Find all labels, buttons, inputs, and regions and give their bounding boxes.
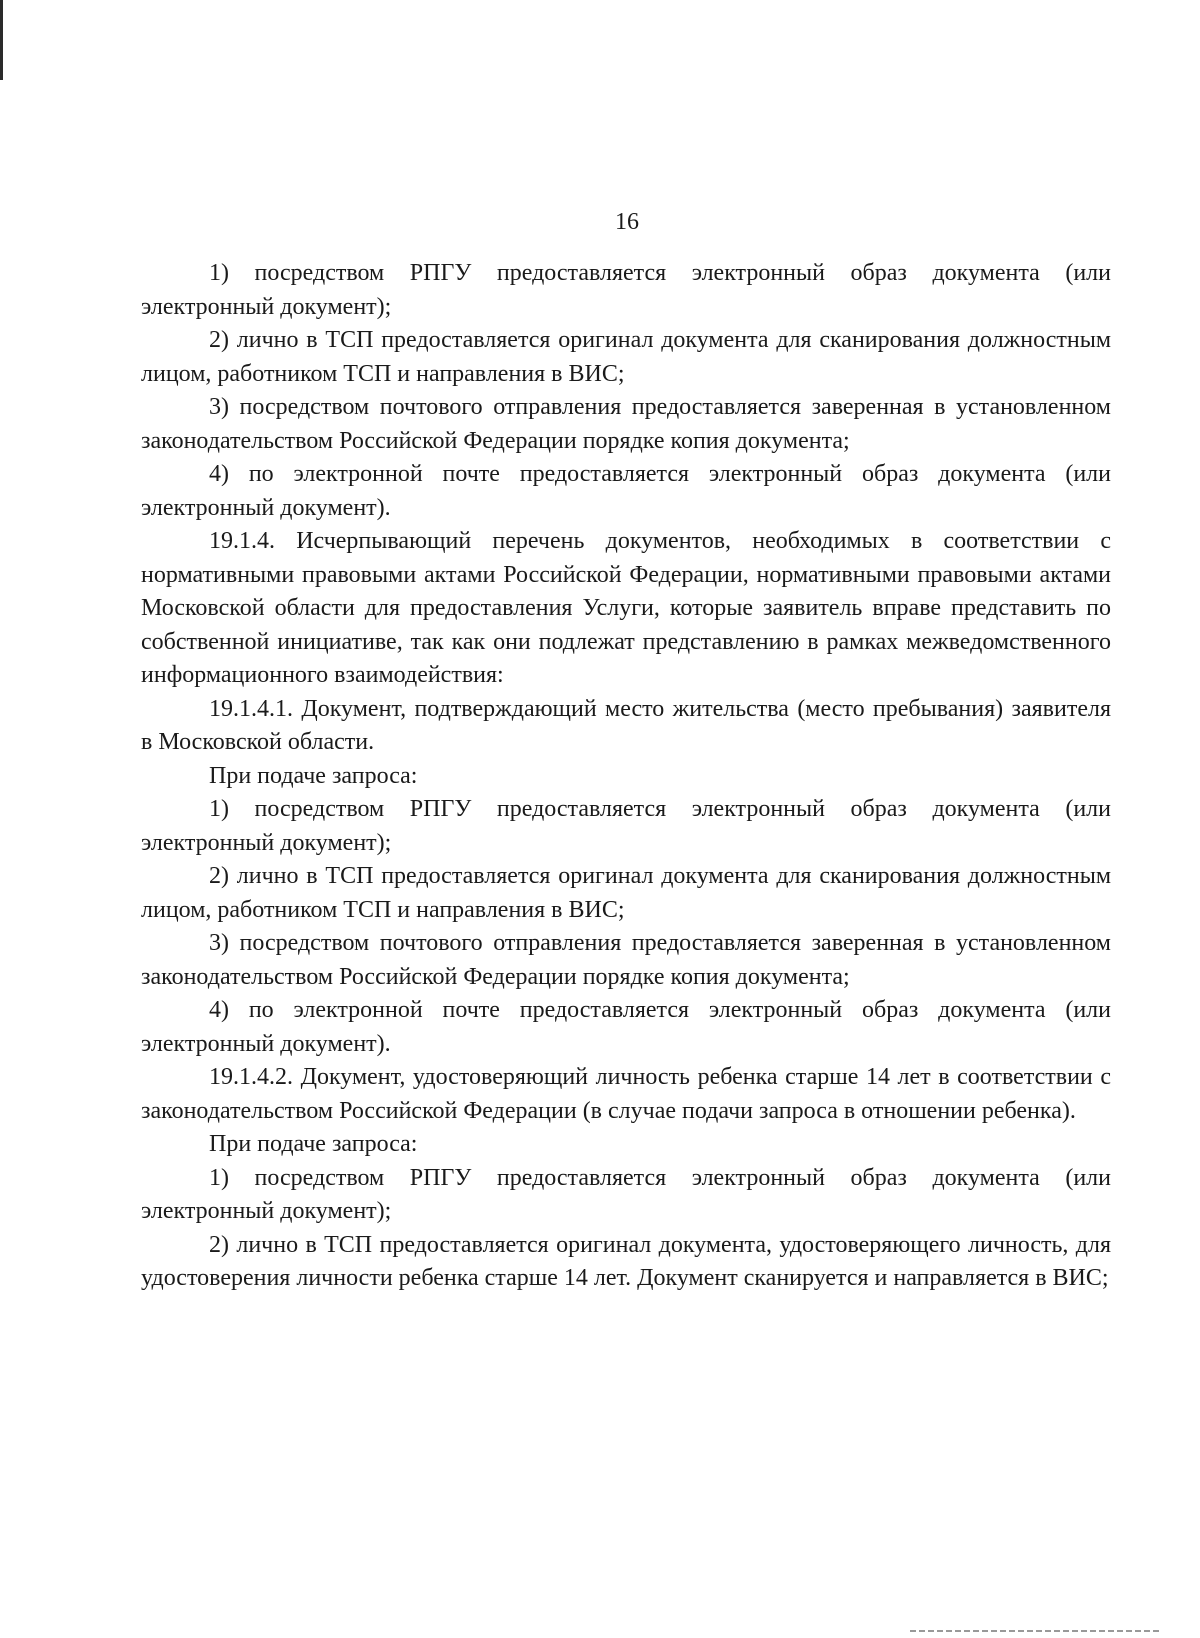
paragraph: 1) посредством РПГУ предоставляется электронный образ документа (или электронный документ); xyxy=(141,1164,1111,1224)
paragraph: 4) по электронной почте предоставляется электронный образ документа (или электронный документ). xyxy=(141,997,1111,1057)
paragraph: 4) по электронной почте предоставляется электронный образ документа (или электронный документ). xyxy=(141,461,1111,521)
paragraph: 3) посредством почтового отправления предоставляется заверенная в установленном законодательством Российской Федерации порядке копия документа; xyxy=(141,394,1111,454)
paragraph: 2) лично в ТСП предоставляется оригинал документа для сканирования должностным лицом, работником ТСП и направления в ВИС; xyxy=(141,327,1111,387)
paragraph: 19.1.4.2. Документ, удостоверяющий личность ребенка старше 14 лет в соответствии с законодательством Российской Федерации (в случае подачи запроса в отношении ребенка). xyxy=(141,1064,1111,1124)
document-body xyxy=(141,257,1111,1296)
paragraph: 1) посредством РПГУ предоставляется электронный образ документа (или электронный документ); xyxy=(141,796,1111,856)
paragraph: При подаче запроса: xyxy=(209,1131,418,1157)
scan-edge-mark xyxy=(0,0,3,80)
paragraph: 1) посредством РПГУ предоставляется электронный образ документа (или электронный документ); xyxy=(141,260,1111,320)
paragraph: 19.1.4. Исчерпывающий перечень документов, необходимых в соответствии с нормативными правовыми актами Российской Федерации, нормативными правовыми актами Московской области для предоставления Услуги, которые заявитель вправе представить по собственной инициативе, так как они подлежат представлению в рамках межведомственного информационного взаимодействия: xyxy=(141,528,1111,688)
paragraph: 2) лично в ТСП предоставляется оригинал документа для сканирования должностным лицом, работником ТСП и направления в ВИС; xyxy=(141,863,1111,923)
paragraph: При подаче запроса: xyxy=(209,762,418,789)
paragraph: 19.1.4.1. Документ, подтверждающий место жительства (место пребывания) заявителя в Московской области. xyxy=(141,695,1111,755)
scan-bottom-mark xyxy=(910,1630,1160,1632)
paragraph: 3) посредством почтового отправления предоставляется заверенная в установленном законодательством Российской Федерации порядке копия документа; xyxy=(141,930,1111,990)
page-number: 16 xyxy=(615,209,639,235)
paragraph: 2) лично в ТСП предоставляется оригинал документа, удостоверяющего личность, для удостоверения личности ребенка старше 14 лет. Документ сканируется и направляется в ВИС; xyxy=(141,1231,1111,1291)
